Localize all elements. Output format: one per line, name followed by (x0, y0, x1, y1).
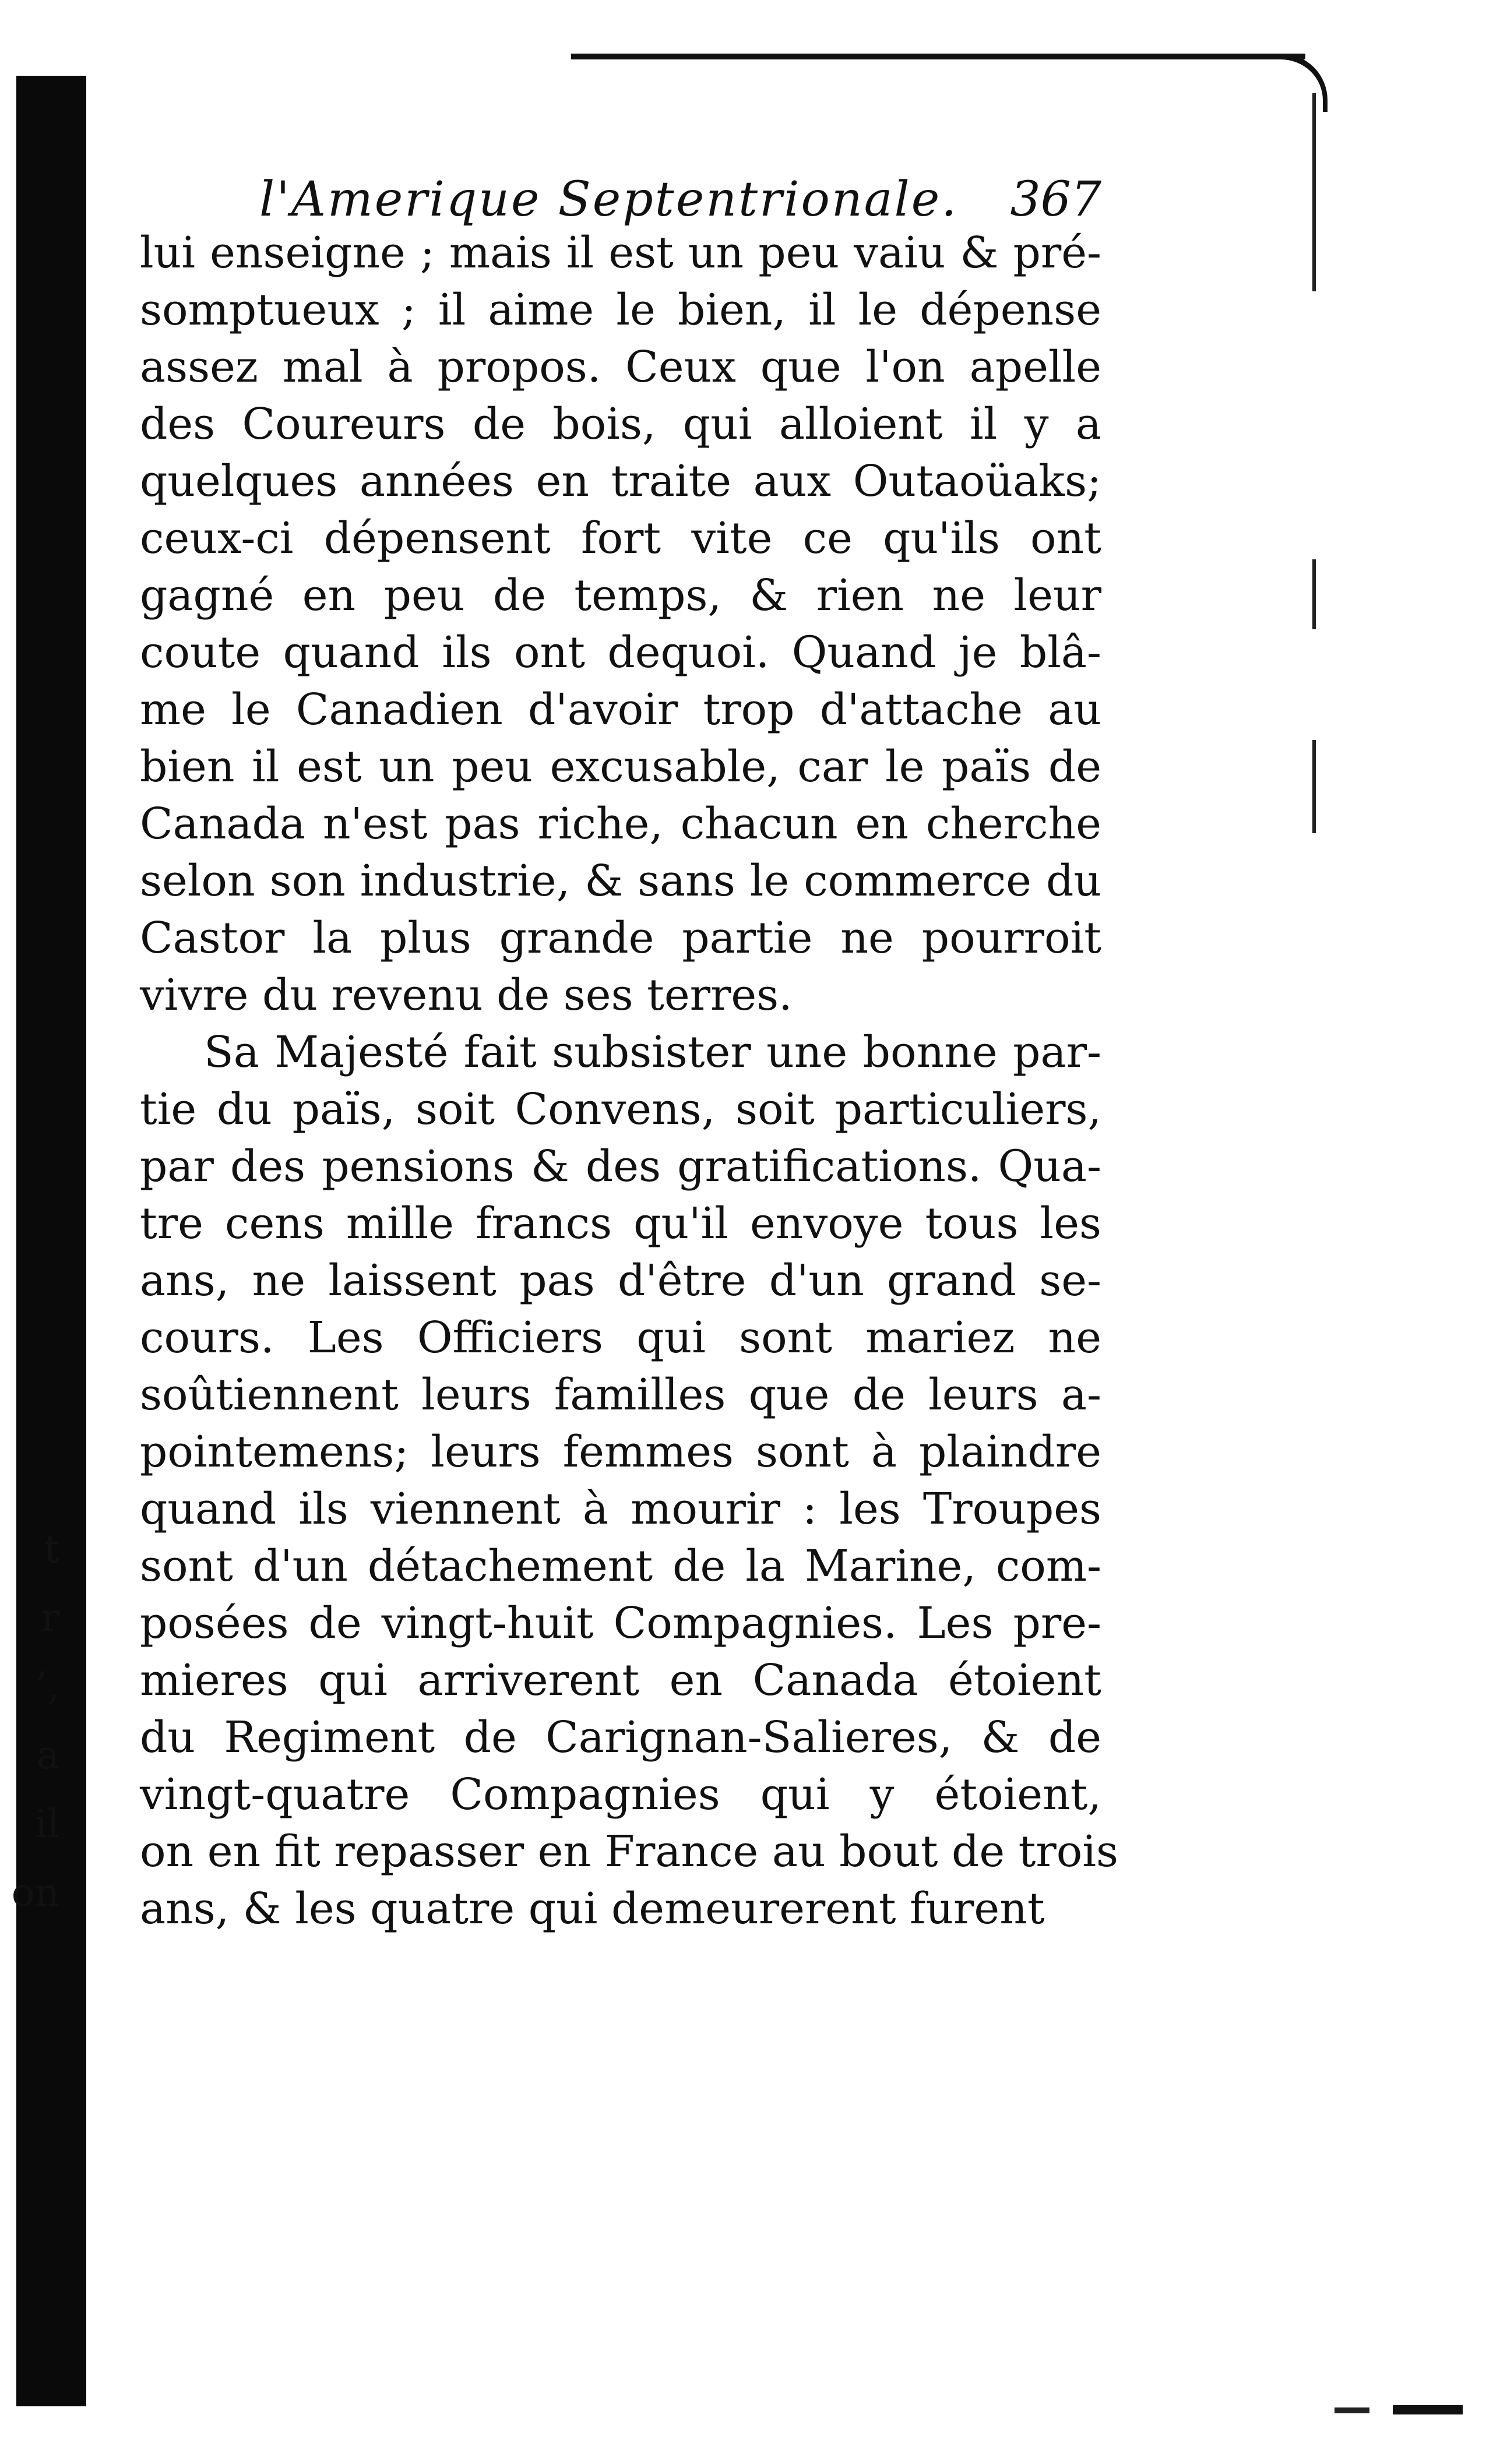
text-line: tre cens mille francs qu'il envoye tous les (140, 1198, 1101, 1249)
text-line: bien il est un peu excusable, car le païs de (140, 742, 1101, 792)
text-line: selon son industrie, & sans le commerce du (140, 856, 1101, 906)
facing-page-fragments (0, 1515, 76, 1927)
text-line: soûtiennent leurs familles que de leurs a- (140, 1370, 1101, 1420)
text-line: ans, & les quatre qui demeurerent furent (140, 1884, 1045, 1934)
text-line: ans, ne laissent pas d'être d'un grand se- (140, 1256, 1101, 1306)
text-line: Canada n'est pas riche, chacun en cherche (140, 799, 1101, 849)
bottom-ink-mark (1335, 2407, 1369, 2413)
text-line: cours. Les Officiers qui sont mariez ne (140, 1313, 1101, 1363)
text-line: vingt-quatre Compagnies qui y étoient, (140, 1769, 1101, 1820)
text-line: vivre du revenu de ses terres. (140, 970, 793, 1020)
text-line: quelques années en traite aux Outaoüaks; (140, 456, 1101, 506)
binding-gutter-shadow (16, 76, 86, 2406)
text-line: des Coureurs de bois, qui alloient il y a (140, 399, 1101, 449)
text-line: posées de vingt-huit Compagnies. Les pre- (140, 1598, 1101, 1648)
top-edge-rule (571, 54, 1305, 59)
text-line: pointemens; leurs femmes sont à plaindre (140, 1427, 1101, 1477)
right-edge-mark (1312, 559, 1316, 629)
text-line: quand ils viennent à mourir : les Troupes (140, 1484, 1101, 1534)
text-line: ceux-ci dépensent fort vite ce qu'ils ont (140, 513, 1101, 563)
paragraph-2 (140, 1024, 1118, 1937)
text-line: par des pensions & des gratifications. Qua- (140, 1141, 1101, 1192)
margin-fragment: r (41, 1595, 59, 1640)
text-line: du Regiment de Carignan-Salieres, & de (140, 1712, 1101, 1762)
text-line: Sa Majesté fait subsister une bonne par- (204, 1027, 1101, 1077)
bottom-ink-mark (1393, 2405, 1463, 2414)
text-line: tie du païs, soit Convens, soit particuliers, (140, 1084, 1101, 1134)
text-line: lui enseigne ; mais il est un peu vaiu & pré- (140, 228, 1101, 278)
paragraph-1 (140, 224, 1101, 1024)
text-line: gagné en peu de temps, & rien ne leur (140, 570, 1101, 621)
page-number: 367 (1010, 172, 1101, 227)
margin-fragment: t (44, 1527, 59, 1571)
right-edge-mark (1312, 740, 1316, 833)
text-line: coute quand ils ont dequoi. Quand je blâ- (140, 628, 1101, 678)
text-line: somptueux ; il aime le bien, il le dépense (140, 285, 1101, 335)
text-line: assez mal à propos. Ceux que l'on apelle (140, 342, 1101, 392)
text-line: on en fit repasser en France au bout de trois (140, 1827, 1118, 1877)
page-corner-curl (1265, 54, 1328, 112)
margin-fragment: ’, (35, 1664, 59, 1709)
margin-fragment: on (11, 1870, 59, 1915)
text-line: me le Canadien d'avoir trop d'attache au (140, 685, 1101, 735)
right-edge-mark (1312, 93, 1316, 291)
text-line: mieres qui arriverent en Canada étoient (140, 1655, 1101, 1705)
text-line: sont d'un détachement de la Marine, com- (140, 1541, 1101, 1591)
margin-fragment: il (34, 1802, 59, 1846)
body-text (140, 224, 1118, 1937)
text-line: Castor la plus grande partie ne pourroit (140, 913, 1101, 963)
margin-fragment: a (36, 1733, 59, 1778)
running-head: l'Amerique Septentrionale. (259, 172, 959, 227)
